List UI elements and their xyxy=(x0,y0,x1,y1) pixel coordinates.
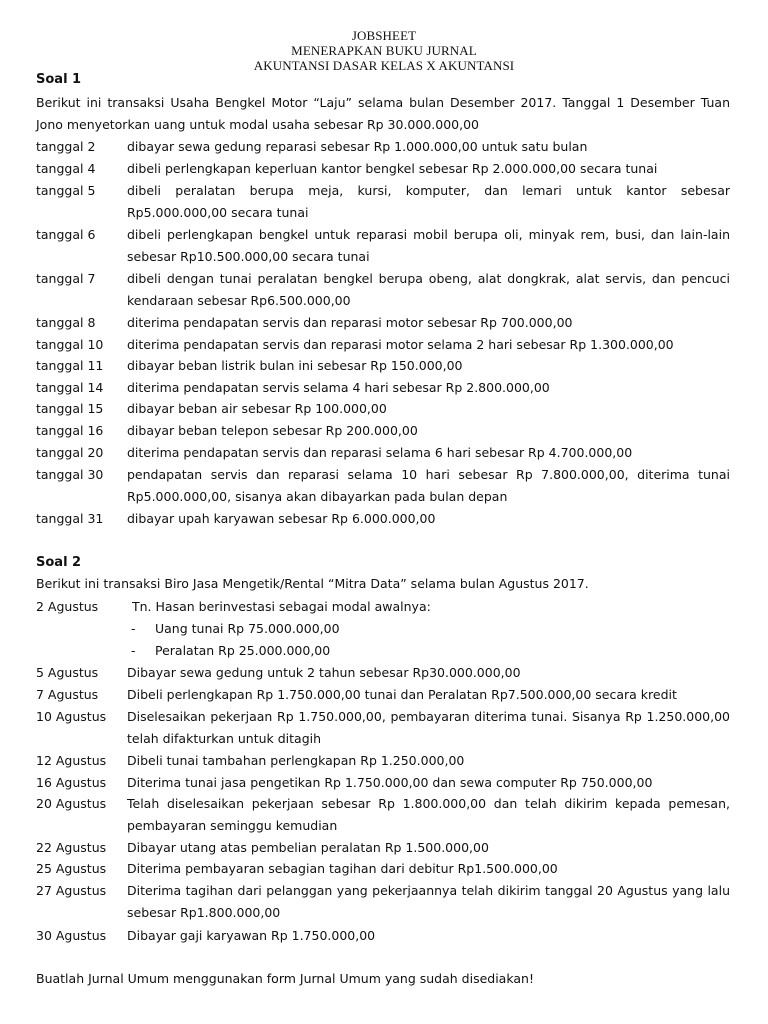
item-text: pendapatan servis dan reparasi selama 10 hari sebesar Rp 7.800.000,00, diterima tunai Rp5.000.000,00, sisanya akan dibayarkan pada bulan depan xyxy=(127,467,730,504)
item-date: tanggal 14 xyxy=(36,380,104,395)
item-text: dibayar beban telepon sebesar Rp 200.000,00 xyxy=(127,423,418,438)
item-text: diterima pendapatan servis dan reparasi motor sebesar Rp 700.000,00 xyxy=(127,315,573,330)
item-date: tanggal 8 xyxy=(36,315,96,330)
item-date: tanggal 16 xyxy=(36,423,104,438)
item-text: dibeli perlengkapan keperluan kantor bengkel sebesar Rp 2.000.000,00 secara tunai xyxy=(127,161,658,176)
item-date: 2 Agustus xyxy=(36,599,99,614)
item-text: dibayar sewa gedung reparasi sebesar Rp 1.000.000,00 untuk satu bulan xyxy=(127,139,588,154)
item-text: Diselesaikan pekerjaan Rp 1.750.000,00, pembayaran diterima tunai. Sisanya Rp 1.250.000,00 telah difakturkan untuk ditagih xyxy=(127,709,730,746)
item-date: 12 Agustus xyxy=(36,753,107,768)
item-date: tanggal 7 xyxy=(36,271,96,286)
item-text: Diterima pembayaran sebagian tagihan dari debitur Rp1.500.000,00 xyxy=(127,861,558,876)
item-text: dibeli dengan tunai peralatan bengkel berupa obeng, alat dongkrak, alat servis, dan pencuci kendaraan sebesar Rp6.500.000,00 xyxy=(127,271,730,308)
document-header xyxy=(0,28,768,73)
item-date: tanggal 20 xyxy=(36,445,104,460)
item-date: 10 Agustus xyxy=(36,709,107,724)
item-text: Dibayar utang atas pembelian peralatan Rp 1.500.000,00 xyxy=(127,840,489,855)
header-line-2: MENERAPKAN BUKU JURNAL xyxy=(291,43,477,58)
item-date: 27 Agustus xyxy=(36,883,107,898)
item-text: diterima pendapatan servis dan reparasi selama 6 hari sebesar Rp 4.700.000,00 xyxy=(127,445,633,460)
bullet-dash: - xyxy=(131,643,136,658)
item-date: 22 Agustus xyxy=(36,840,107,855)
item-text: Dibeli perlengkapan Rp 1.750.000,00 tunai dan Peralatan Rp7.500.000,00 secara kredit xyxy=(127,687,677,702)
item-date: 30 Agustus xyxy=(36,928,107,943)
item-date: tanggal 15 xyxy=(36,401,104,416)
item-text: dibayar beban air sebesar Rp 100.000,00 xyxy=(127,401,387,416)
instruction-text: Buatlah Jurnal Umum menggunakan form Jurnal Umum yang sudah disediakan! xyxy=(36,971,534,986)
item-date: 25 Agustus xyxy=(36,861,107,876)
item-date: tanggal 30 xyxy=(36,467,104,482)
bullet-dash: - xyxy=(131,621,136,636)
item-date: tanggal 5 xyxy=(36,183,96,198)
soal-2-title: Soal 2 xyxy=(36,555,82,570)
header-line-3: AKUNTANSI DASAR KELAS X AKUNTANSI xyxy=(253,58,515,73)
item-date: tanggal 11 xyxy=(36,358,104,373)
item-date: tanggal 4 xyxy=(36,161,96,176)
soal-1-intro: Berikut ini transaksi Usaha Bengkel Motor “Laju” selama bulan Desember 2017. Tanggal 1 Desember Tuan Jono menyetorkan uang untuk modal usaha sebesar Rp 30.000.000,00 xyxy=(36,95,730,132)
item-date: tanggal 10 xyxy=(36,337,104,352)
item-text: dibeli perlengkapan bengkel untuk reparasi mobil berupa oli, minyak rem, busi, dan lain-lain sebesar Rp10.500.000,00 secara tunai xyxy=(127,227,730,264)
sub-item: Uang tunai Rp 75.000.000,00 xyxy=(155,621,340,636)
item-text: diterima pendapatan servis selama 4 hari sebesar Rp 2.800.000,00 xyxy=(127,380,550,395)
soal-1-title: Soal 1 xyxy=(36,72,82,87)
item-text: Telah diselesaikan pekerjaan sebesar Rp 1.800.000,00 dan telah dikirim kepada pemesan, pembayaran seminggu kemudian xyxy=(127,796,730,833)
soal-2-intro: Berikut ini transaksi Biro Jasa Mengetik/Rental “Mitra Data” selama bulan Agustus 2017. xyxy=(36,576,589,591)
item-date: 7 Agustus xyxy=(36,687,99,702)
item-text: Tn. Hasan berinvestasi sebagai modal awalnya: xyxy=(132,599,431,614)
item-text: dibayar beban listrik bulan ini sebesar Rp 150.000,00 xyxy=(127,358,463,373)
item-text: dibayar upah karyawan sebesar Rp 6.000.000,00 xyxy=(127,511,436,526)
header-line-1: JOBSHEET xyxy=(351,28,417,43)
item-text: Dibayar gaji karyawan Rp 1.750.000,00 xyxy=(127,928,376,943)
item-text: diterima pendapatan servis dan reparasi motor selama 2 hari sebesar Rp 1.300.000,00 xyxy=(127,337,674,352)
item-date: tanggal 2 xyxy=(36,139,96,154)
sub-item: Peralatan Rp 25.000.000,00 xyxy=(155,643,331,658)
item-text: Diterima tunai jasa pengetikan Rp 1.750.000,00 dan sewa computer Rp 750.000,00 xyxy=(127,775,653,790)
item-text: dibeli peralatan berupa meja, kursi, komputer, dan lemari untuk kantor sebesar Rp5.000.000,00 secara tunai xyxy=(127,183,730,220)
item-text: Dibeli tunai tambahan perlengkapan Rp 1.250.000,00 xyxy=(127,753,465,768)
item-date: 16 Agustus xyxy=(36,775,107,790)
item-text: Diterima tagihan dari pelanggan yang pekerjaannya telah dikirim tanggal 20 Agustus yang lalu sebesar Rp1.800.000,00 xyxy=(127,883,730,920)
item-date: 5 Agustus xyxy=(36,665,99,680)
item-date: 20 Agustus xyxy=(36,796,107,811)
item-date: tanggal 31 xyxy=(36,511,104,526)
item-text: Dibayar sewa gedung untuk 2 tahun sebesar Rp30.000.000,00 xyxy=(127,665,521,680)
item-date: tanggal 6 xyxy=(36,227,96,242)
